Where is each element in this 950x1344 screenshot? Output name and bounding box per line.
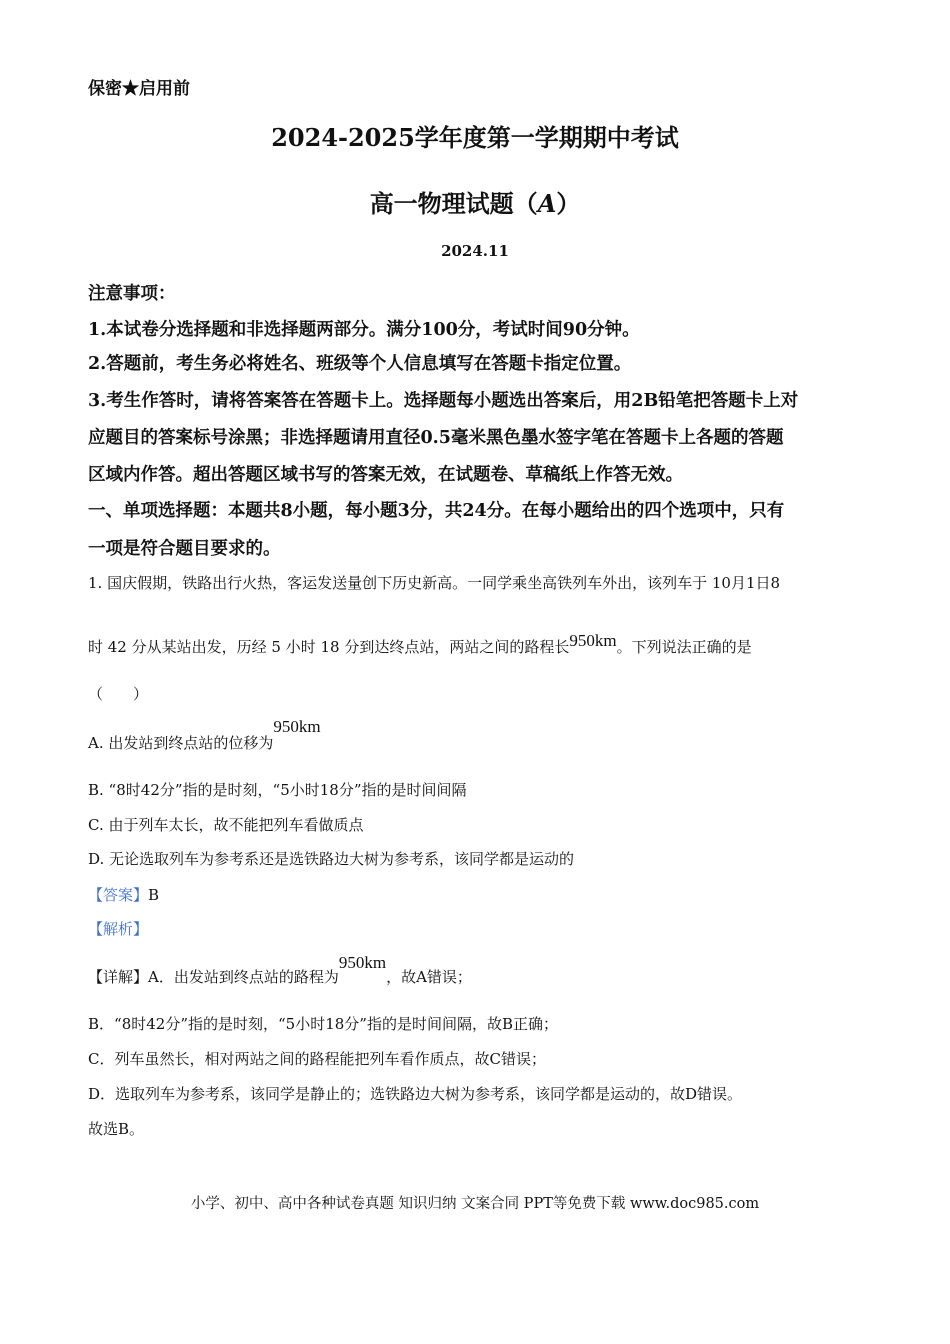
detail-b: B．“8时42分”指的是时刻，“5小时18分”指的是时间间隔，故B正确； — [88, 1015, 558, 1033]
exam-title: 2024-2025学年度第一学期期中考试 — [271, 123, 679, 152]
note-item: 区域内作答。超出答题区域书写的答案无效，在试题卷、草稿纸上作答无效。 — [88, 465, 683, 485]
note-item: 1.本试卷分选择题和非选择题两部分。满分100分，考试时间90分钟。 — [88, 320, 640, 340]
detail-c: C．列车虽然长，相对两站之间的路程能把列车看作质点，故C错误； — [88, 1050, 546, 1068]
subject-title: 高一物理试题（A） — [369, 189, 581, 218]
math-expression: 950km — [338, 953, 387, 972]
answer-blank: （ ） — [88, 685, 149, 703]
question-stem: 1. 国庆假期，铁路出行火热，客运发送量创下历史新高。一同学乘坐高铁列车外出，该列车于 10月1日8 — [88, 574, 781, 592]
option-b: B. “8时42分”指的是时刻，“5小时18分”指的是时间间隔 — [88, 781, 467, 799]
answer-label: 【答案】 — [88, 886, 149, 904]
section-heading-cont: 一项是符合题目要求的。 — [88, 539, 281, 559]
math-expression: 950km — [273, 717, 321, 736]
page-footer: 小学、初中、高中各种试卷真题 知识归纳 文案合同 PPT等免费下载 www.doc985.com — [190, 1196, 760, 1212]
conclusion: 故选B。 — [88, 1120, 145, 1138]
question-stem-line2: 时 42 分从某站出发，历经 5 小时 18 分到达终点站，两站之间的路程长950km。下列说法正确的是 — [88, 631, 752, 656]
detail-d: D．选取列车为参考系，该同学是静止的；选铁路边大树为参考系，该同学都是运动的，故D错误。 — [88, 1085, 743, 1103]
answer-line: 【答案】B — [88, 886, 160, 904]
section-heading: 一、单项选择题：本题共8小题，每小题3分，共24分。在每小题给出的四个选项中，只有 — [88, 501, 785, 521]
confidential-label: 保密★启用前 — [88, 79, 190, 99]
option-d: D. 无论选取列车为参考系还是选铁路边大树为参考系，该同学都是运动的 — [88, 850, 575, 868]
option-c: C. 由于列车太长，故不能把列车看做质点 — [88, 816, 364, 834]
detail-a: 【详解】A．出发站到终点站的路程为950km，故A错误； — [88, 953, 472, 986]
note-item: 应题目的答案标号涂黑；非选择题请用直径0.5毫米黑色墨水签字笔在答题卡上各题的答题 — [88, 428, 784, 448]
analysis-label: 【解析】 — [88, 920, 149, 938]
exam-date: 2024.11 — [441, 242, 509, 260]
note-item: 3.考生作答时，请将答案答在答题卡上。选择题每小题选出答案后，用2B铅笔把答题卡上对 — [88, 391, 799, 411]
notes-heading: 注意事项： — [88, 284, 176, 304]
math-expression: 950km — [569, 631, 617, 650]
option-a: A. 出发站到终点站的位移为950km — [88, 717, 321, 752]
note-item: 2.答题前，考生务必将姓名、班级等个人信息填写在答题卡指定位置。 — [88, 354, 632, 374]
